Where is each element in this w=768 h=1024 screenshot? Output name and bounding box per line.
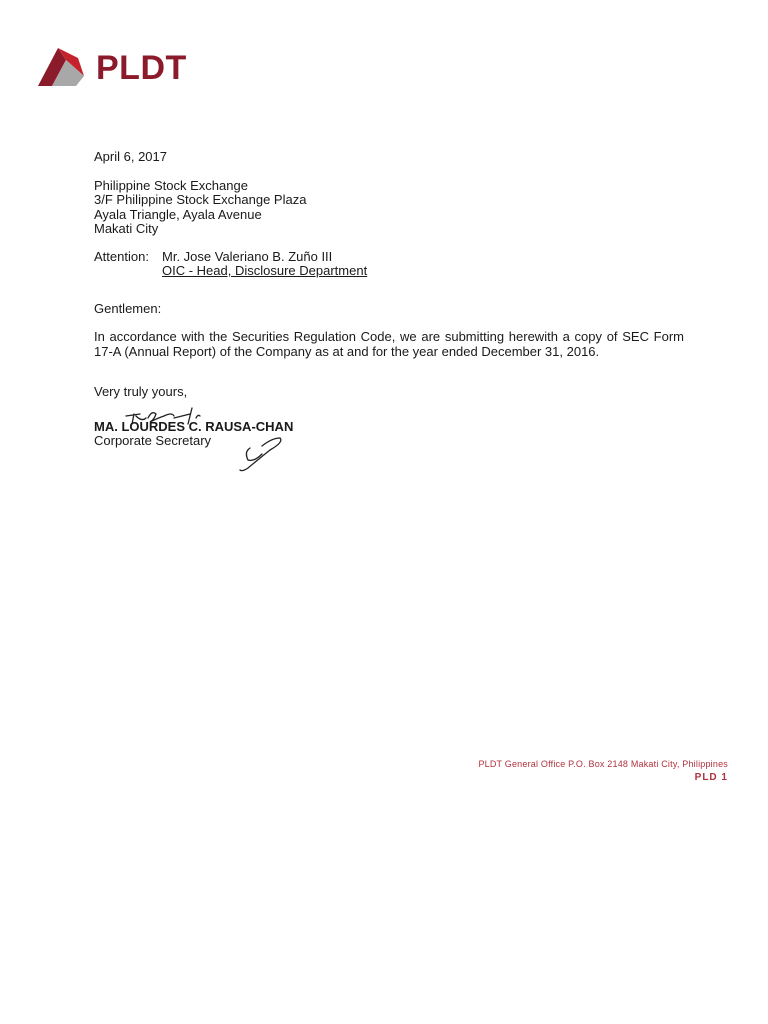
attention-label: Attention: (94, 248, 149, 264)
closing: Very truly yours, (94, 384, 188, 399)
recipient-address (94, 179, 694, 237)
address-line: 3/F Philippine Stock Exchange Plaza (94, 192, 307, 207)
page-code: PLD 1 (694, 772, 728, 783)
body-paragraph: In accordance with the Securities Regulation Code, we are submitting herewith a copy of SEC Form 17-A (Annual Report) of the Company as at and for the year ended December 31, 2016. (94, 329, 684, 359)
signature-block (94, 420, 694, 449)
address-line: Makati City (94, 221, 159, 236)
signer-name: MA. LOURDES C. RAUSA-CHAN (94, 418, 294, 434)
address-line: Philippine Stock Exchange (94, 177, 248, 193)
address-line: Ayala Triangle, Ayala Avenue (94, 206, 262, 222)
attention-title: OIC - Head, Disclosure Department (162, 263, 368, 278)
pldt-logo (36, 46, 236, 90)
letter-body (94, 150, 694, 449)
pldt-logo-mark-icon (36, 46, 90, 90)
letter-date: April 6, 2017 (94, 149, 167, 164)
attention-name: Mr. Jose Valeriano B. Zuño III (162, 248, 333, 264)
logo-wordmark: PLDT (96, 49, 187, 87)
signer-title: Corporate Secretary (94, 433, 212, 448)
footer-address: PLDT General Office P.O. Box 2148 Makati City, Philippines (478, 759, 728, 769)
salutation: Gentlemen: (94, 300, 162, 316)
attention-block (94, 250, 694, 279)
